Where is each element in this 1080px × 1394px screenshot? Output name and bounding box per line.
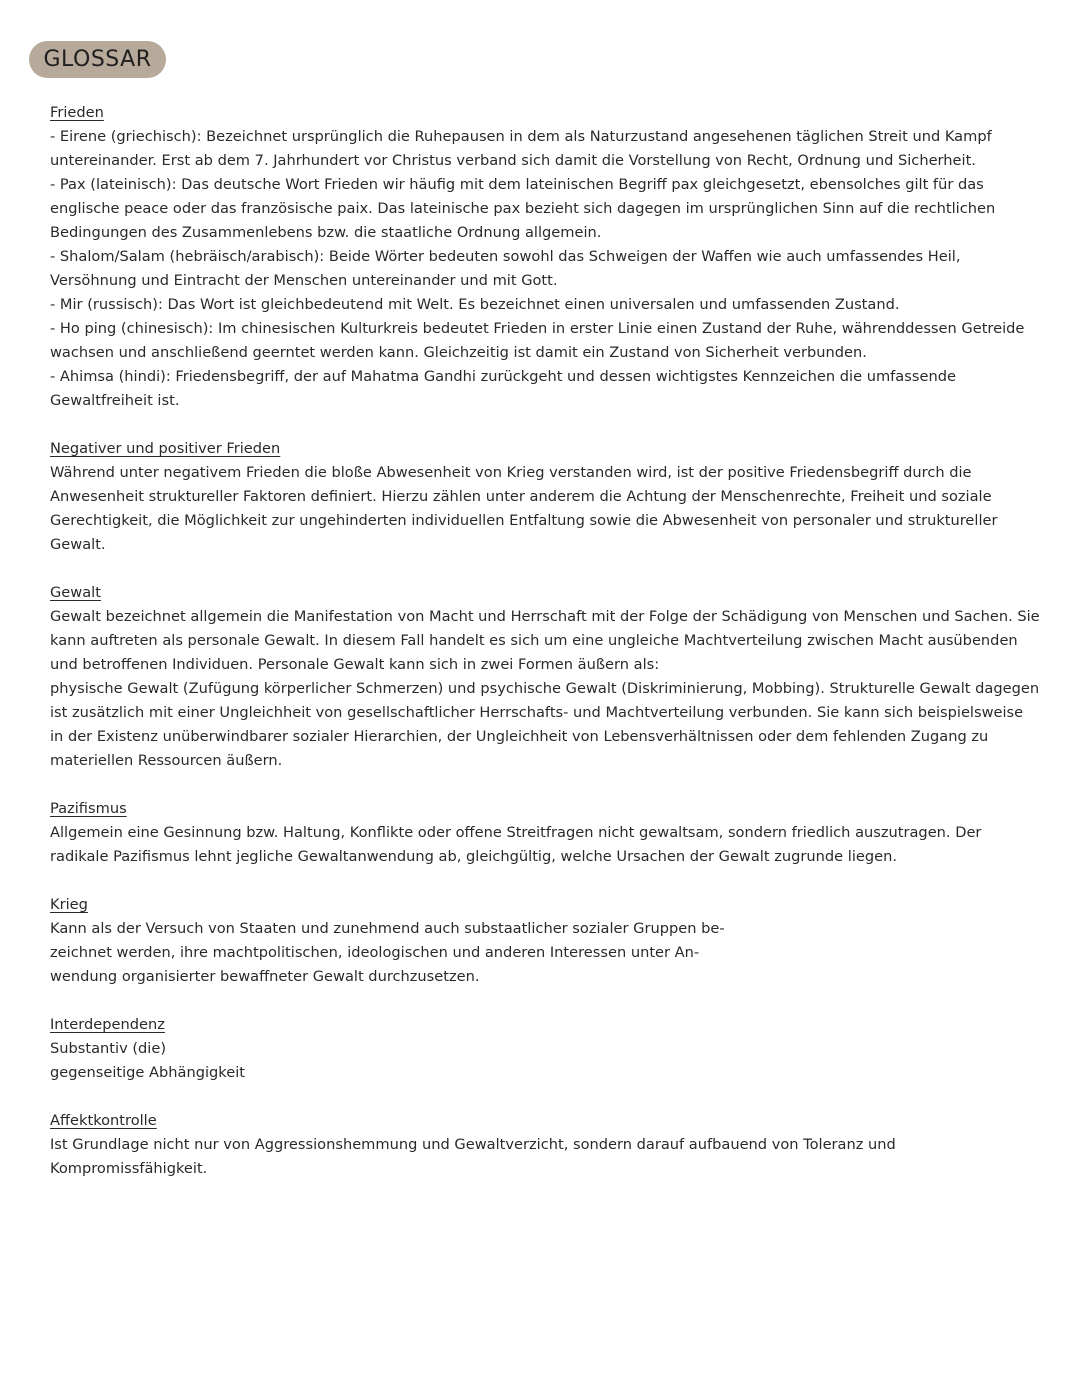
glossary-entry-gewalt [50,581,1040,773]
definition-line: Während unter negativem Frieden die bloße Abwesenheit von Krieg verstanden wird, ist der positive Friedensbegriff durch die Anwesenheit struktureller Faktoren definiert. Hierzu zählen unter anderem die Achtung der Menschenrechte, Freiheit und soziale Gerechtigkeit, die Möglichkeit zur ungehinderten individuellen Entfaltung sowie die Abwesenheit von personaler und struktureller Gewalt. [50,464,998,553]
term-heading: Interdependenz [50,1016,165,1033]
glossary-entry-interdependenz [50,1013,1040,1085]
definition-line: Kann als der Versuch von Staaten und zunehmend auch substaatlicher sozialer Gruppen be- [50,920,725,937]
definition-line: Allgemein eine Gesinnung bzw. Haltung, Konflikte oder offene Streitfragen nicht gewaltsam, sondern friedlich auszutragen. Der radikale Pazifismus lehnt jegliche Gewaltanwendung ab, gleichgültig, welche Ursachen der Gewalt zugrunde liegen. [50,824,982,865]
term-heading: Frieden [50,104,104,121]
glossary-entry-pazifismus [50,797,1040,869]
definition-line: Substantiv (die) [50,1040,167,1057]
definition-line: gegenseitige Abhängigkeit [50,1064,245,1081]
glossary-entry-negativer-positiver-frieden [50,437,1040,557]
definition-line: - Ahimsa (hindi): Friedensbegriff, der auf Mahatma Gandhi zurückgeht und dessen wichtigstes Kennzeichen die umfassende Gewaltfreiheit ist. [50,368,956,409]
term-heading: Pazifismus [50,800,127,817]
term-heading: Gewalt [50,584,101,601]
definition-line: zeichnet werden, ihre machtpolitischen, ideologischen und anderen Interessen unter An- [50,944,700,961]
term-heading: Krieg [50,896,88,913]
definition-line: physische Gewalt (Zufügung körperlicher Schmerzen) und psychische Gewalt (Diskriminierung, Mobbing). Strukturelle Gewalt dagegen ist zusätzlich mit einer Ungleichheit von gesellschaftlicher Herrschafts- und Machtverteilung verbunden. Sie kann sich beispielsweise in der Existenz unüberwindbarer sozialer Hierarchien, der Ungleichheit von Lebensverhältnissen oder dem fehlenden Zugang zu materiellen Ressourcen äußern. [50,680,1040,769]
definition-line: Gewalt bezeichnet allgemein die Manifestation von Macht und Herrschaft mit der Folge der Schädigung von Menschen und Sachen. Sie kann auftreten als personale Gewalt. In diesem Fall handelt es sich um eine ungleiche Machtverteilung zwischen Macht ausübenden und betroffenen Individuen. Personale Gewalt kann sich in zwei Formen äußern als: [50,608,1040,673]
glossary-entry-krieg [50,893,1040,989]
definition-line: Ist Grundlage nicht nur von Aggressionshemmung und Gewaltverzicht, sondern darauf aufbauend von Toleranz und Kompromissfähigkeit. [50,1136,896,1177]
definition-line: wendung organisierter bewaffneter Gewalt durchzusetzen. [50,968,480,985]
definition-line: - Pax (lateinisch): Das deutsche Wort Frieden wir häufig mit dem lateinischen Begriff pax gleichgesetzt, ebensolches gilt für das englische peace oder das französische paix. Das lateinische pax bezieht sich dagegen im ursprünglichen Sinn auf die rechtlichen Bedingungen des Zusammenlebens bzw. die staatliche Ordnung allgemein. [50,176,996,241]
glossary-entry-frieden [50,101,1040,413]
glossary-title: GLOSSAR [29,41,166,78]
definition-line: - Mir (russisch): Das Wort ist gleichbedeutend mit Welt. Es bezeichnet einen universalen und umfassenden Zustand. [50,296,900,313]
definition-line: - Shalom/Salam (hebräisch/arabisch): Beide Wörter bedeuten sowohl das Schweigen der Waffen wie auch umfassendes Heil, Versöhnung und Eintracht der Menschen untereinander und mit Gott. [50,248,961,289]
definition-line: - Ho ping (chinesisch): Im chinesischen Kulturkreis bedeutet Frieden in erster Linie einen Zustand der Ruhe, währenddessen Getreide wachsen und anschließend geerntet werden kann. Gleichzeitig ist damit ein Zustand von Sicherheit verbunden. [50,320,1025,361]
term-heading: Negativer und positiver Frieden [50,440,281,457]
glossary-entry-affektkontrolle [50,1109,1040,1181]
definition-line: - Eirene (griechisch): Bezeichnet ursprünglich die Ruhepausen in dem als Naturzustand angesehenen täglichen Streit und Kampf untereinander. Erst ab dem 7. Jahrhundert vor Christus verband sich damit die Vorstellung von Recht, Ordnung und Sicherheit. [50,128,992,169]
glossary-content [50,101,1040,1205]
term-heading: Affektkontrolle [50,1112,157,1129]
